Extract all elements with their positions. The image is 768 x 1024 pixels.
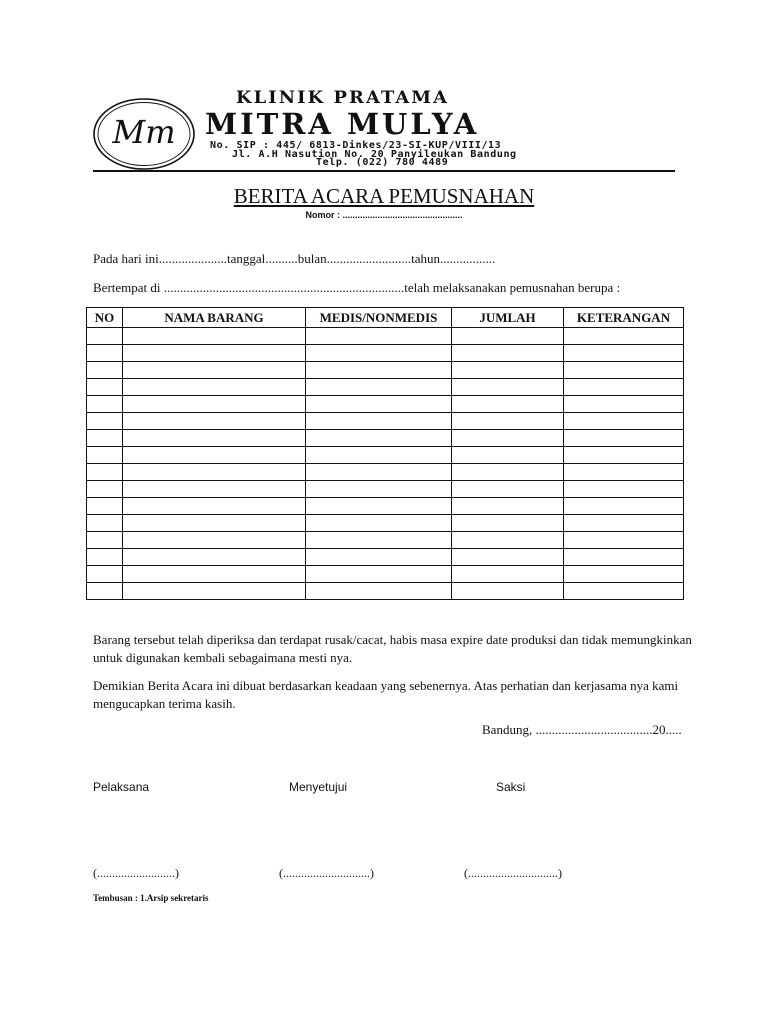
table-cell	[306, 328, 452, 345]
table-row	[87, 515, 684, 532]
table-cell	[87, 345, 123, 362]
table-cell	[123, 362, 306, 379]
signature-label-pelaksana: Pelaksana	[93, 780, 150, 794]
table-cell	[123, 328, 306, 345]
table-cell	[87, 566, 123, 583]
header-jumlah: JUMLAH	[452, 308, 564, 328]
table-cell	[306, 481, 452, 498]
table-cell	[564, 328, 684, 345]
table-body	[87, 328, 684, 600]
clinic-sip: No. SIP : 445/ 6813-Dinkes/23-SI-KUP/VIII/13	[210, 140, 502, 151]
table-cell	[452, 566, 564, 583]
table-cell	[564, 549, 684, 566]
document-title: BERITA ACARA PEMUSNAHAN	[233, 184, 535, 208]
table-cell	[87, 583, 123, 600]
table-cell	[123, 464, 306, 481]
clinic-type: KLINIK PRATAMA	[236, 88, 450, 108]
table-cell	[87, 328, 123, 345]
table-cell	[564, 447, 684, 464]
table-cell	[306, 396, 452, 413]
table-cell	[452, 532, 564, 549]
table-cell	[123, 549, 306, 566]
table-row	[87, 362, 684, 379]
table-cell	[564, 498, 684, 515]
table-row	[87, 447, 684, 464]
signature-label-menyetujui: Menyetujui	[289, 780, 348, 794]
table-cell	[452, 328, 564, 345]
table-cell	[452, 549, 564, 566]
items-table	[86, 307, 684, 600]
place-line: Bertempat di ..........................................................................telah melaksanakan pemusnahan berupa :	[93, 280, 621, 295]
table-row	[87, 413, 684, 430]
header-no: NO	[87, 308, 123, 328]
table-row	[87, 532, 684, 549]
clinic-name: MITRA MULYA	[205, 107, 480, 141]
table-row	[87, 566, 684, 583]
table-cell	[564, 345, 684, 362]
table-cell	[87, 481, 123, 498]
table-cell	[564, 430, 684, 447]
table-cell	[452, 515, 564, 532]
table-cell	[564, 583, 684, 600]
table-cell	[564, 396, 684, 413]
header-medis-nonmedis: MEDIS/NONMEDIS	[306, 308, 452, 328]
table-cell	[123, 566, 306, 583]
table-cell	[87, 447, 123, 464]
signature-label-saksi: Saksi	[496, 780, 526, 794]
place-date: Bandung, ....................................20.....	[482, 722, 682, 737]
table-cell	[87, 464, 123, 481]
table-cell	[306, 413, 452, 430]
table-row	[87, 328, 684, 345]
table-row	[87, 345, 684, 362]
letterhead-divider	[93, 170, 675, 172]
table-row	[87, 549, 684, 566]
table-header-row	[87, 308, 684, 328]
table-cell	[306, 515, 452, 532]
logo-monogram: Mm	[112, 113, 176, 151]
table-row	[87, 481, 684, 498]
clinic-address: Jl. A.H Nasution No. 20 Panyileukan Bandung	[232, 149, 517, 160]
document-number: Nomor : ................................................	[305, 210, 463, 220]
table-cell	[123, 481, 306, 498]
table-row	[87, 396, 684, 413]
table-cell	[452, 583, 564, 600]
table-cell	[123, 430, 306, 447]
table-cell	[564, 362, 684, 379]
table-cell	[123, 396, 306, 413]
table-cell	[87, 549, 123, 566]
statement-paragraph: Barang tersebut telah diperiksa dan terdapat rusak/cacat, habis masa expire date produksi dan tidak memungkinkan untuk digunakan kembali sebagaimana mesti nya.	[93, 632, 692, 665]
table-cell	[452, 362, 564, 379]
table-cell	[306, 583, 452, 600]
table-cell	[87, 532, 123, 549]
table-cell	[87, 498, 123, 515]
table-cell	[452, 379, 564, 396]
table-cell	[87, 430, 123, 447]
clinic-logo	[92, 97, 196, 171]
table-cell	[123, 413, 306, 430]
closing-paragraph: Demikian Berita Acara ini dibuat berdasarkan keadaan yang sebenernya. Atas perhatian dan kerjasama nya kami mengucapkan terima kasih.	[93, 678, 679, 711]
table-cell	[452, 447, 564, 464]
table-row	[87, 464, 684, 481]
table-cell	[87, 396, 123, 413]
header-nama-barang: NAMA BARANG	[123, 308, 306, 328]
table-cell	[452, 481, 564, 498]
clinic-phone: Telp. (022) 780 4489	[316, 157, 449, 168]
table-cell	[564, 532, 684, 549]
table-cell	[87, 362, 123, 379]
table-cell	[452, 430, 564, 447]
table-cell	[306, 549, 452, 566]
table-cell	[452, 345, 564, 362]
signature-blank-pelaksana: (..........................)	[93, 866, 179, 880]
table-row	[87, 430, 684, 447]
table-cell	[306, 498, 452, 515]
table-row	[87, 498, 684, 515]
table-cell	[306, 362, 452, 379]
header-keterangan: KETERANGAN	[564, 308, 684, 328]
table-cell	[87, 515, 123, 532]
table-cell	[123, 447, 306, 464]
table-cell	[452, 396, 564, 413]
table-cell	[564, 413, 684, 430]
table-cell	[123, 532, 306, 549]
table-cell	[306, 379, 452, 396]
table-cell	[306, 532, 452, 549]
table-cell	[306, 464, 452, 481]
table-row	[87, 583, 684, 600]
table-cell	[123, 379, 306, 396]
table-cell	[564, 566, 684, 583]
table-cell	[306, 566, 452, 583]
table-cell	[306, 447, 452, 464]
table-cell	[564, 515, 684, 532]
table-cell	[123, 515, 306, 532]
table-cell	[123, 498, 306, 515]
signature-blank-menyetujui: (.............................)	[279, 866, 374, 880]
table-cell	[564, 481, 684, 498]
table-cell	[87, 379, 123, 396]
table-cell	[564, 379, 684, 396]
table-cell	[452, 464, 564, 481]
signature-blank-saksi: (..............................)	[464, 866, 562, 880]
day-date-line: Pada hari ini.....................tanggal..........bulan..........................tahun.................	[93, 251, 496, 266]
table-cell	[306, 430, 452, 447]
table-cell	[452, 413, 564, 430]
table-row	[87, 379, 684, 396]
table-cell	[564, 464, 684, 481]
table-cell	[123, 583, 306, 600]
table-cell	[306, 345, 452, 362]
table-cell	[123, 345, 306, 362]
table-cell	[452, 498, 564, 515]
copy-note: Tembusan : 1.Arsip sekretaris	[93, 893, 209, 903]
table-cell	[87, 413, 123, 430]
